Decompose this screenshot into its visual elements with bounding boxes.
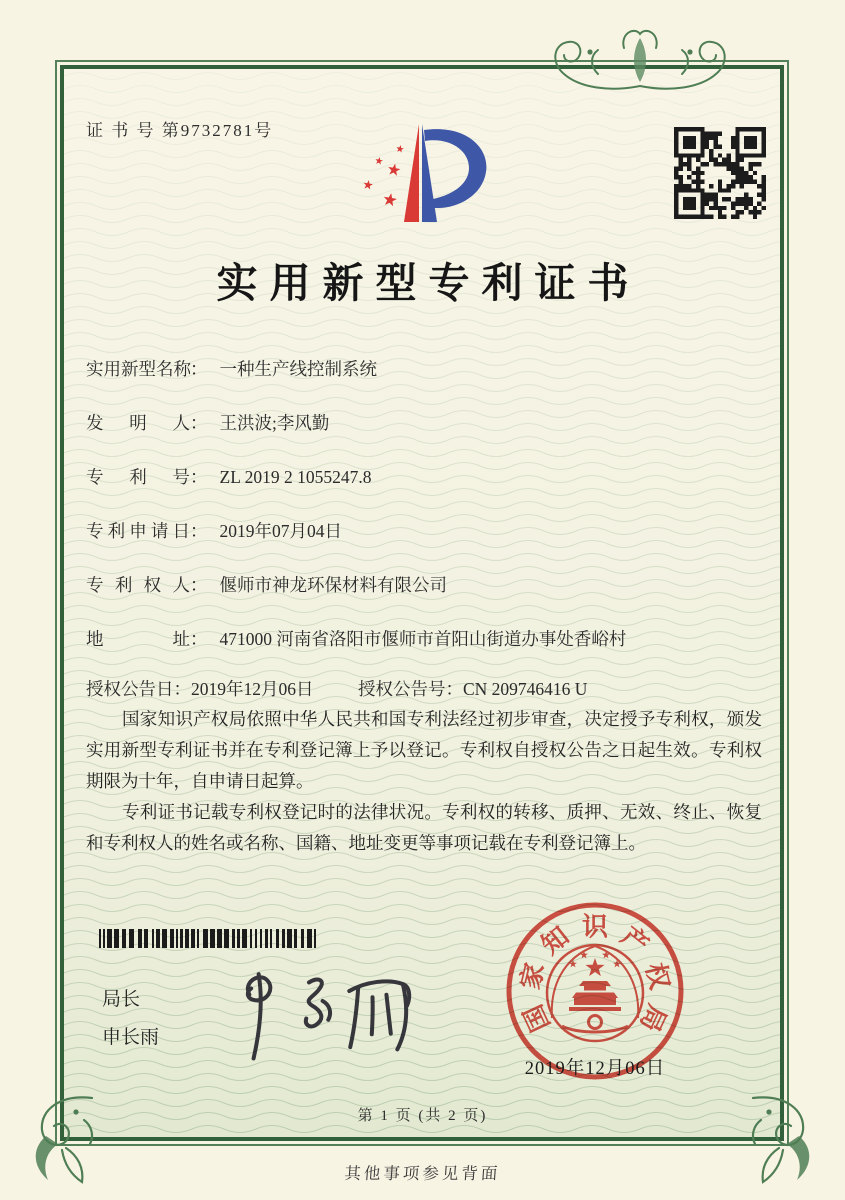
certificate-number: 证 书 号 第9732781号 — [86, 121, 274, 140]
field-colon: ： — [190, 629, 208, 649]
page-number: 第 1 页 (共 2 页) — [357, 1108, 488, 1124]
top-flourish-ornament-icon — [520, 22, 760, 102]
svg-text:权: 权 — [640, 960, 675, 993]
field-value: 王洪波;李风勤 — [219, 413, 330, 433]
field-label: 实用新型名称 — [86, 359, 191, 379]
grant-date-value: 2019年12月06日 — [191, 679, 314, 699]
field-colon: ： — [190, 359, 208, 379]
field-colon: ： — [190, 521, 208, 541]
field-row-address — [86, 626, 626, 651]
field-row-patentee — [86, 572, 447, 597]
grant-no-value: CN 209746416 U — [463, 679, 588, 699]
svg-text:家: 家 — [515, 960, 550, 993]
field-label: 专利申请日 — [86, 521, 190, 541]
field-value: ZL 2019 2 1055247.8 — [219, 467, 372, 487]
grant-colon: ： — [173, 679, 191, 699]
back-note: 其他事项参见背面 — [343, 1164, 502, 1183]
svg-text:国: 国 — [518, 1000, 556, 1036]
cnipa-logo-icon — [338, 120, 498, 230]
field-value: 一种生产线控制系统 — [219, 359, 377, 379]
director-title: 局长 — [102, 989, 141, 1010]
field-label: 发明人 — [86, 413, 190, 433]
svg-text:局: 局 — [634, 1000, 672, 1036]
field-label: 专利号 — [86, 467, 190, 487]
field-row-filing-date — [86, 518, 342, 543]
svg-text:识: 识 — [581, 912, 609, 942]
legal-text — [86, 704, 762, 859]
field-colon: ： — [190, 467, 208, 487]
field-row-name — [86, 356, 377, 381]
legal-paragraph-2: 专利证书记载专利权登记时的法律状况。专利权的转移、质押、无效、终止、恢复和专利权人的姓名或名称、国籍、地址变更等事项记载在专利登记簿上。 — [86, 802, 762, 853]
qr-code-icon — [674, 127, 766, 219]
svg-text:产: 产 — [615, 921, 654, 961]
legal-paragraph-1: 国家知识产权局依照中华人民共和国专利法经过初步审查，决定授予专利权，颁发实用新型专利证书并在专利登记簿上予以登记。专利权自授权公告之日起生效。专利权期限为十年，自申请日起算。 — [86, 709, 762, 791]
grant-colon: ： — [445, 679, 463, 699]
field-row-patent-no — [86, 464, 371, 489]
director-name: 申长雨 — [102, 1027, 160, 1048]
grant-row — [86, 676, 776, 701]
field-label: 专利权人 — [86, 575, 190, 595]
field-value: 偃师市神龙环保材料有限公司 — [219, 575, 447, 595]
grant-date-label: 授权公告日 — [86, 679, 174, 699]
handwritten-signature-icon — [220, 957, 424, 1068]
page-title: 实用新型专利证书 — [216, 260, 641, 306]
seal-date: 2019年12月06日 — [524, 1059, 666, 1079]
field-value: 471000 河南省洛阳市偃师市首阳山街道办事处香峪村 — [219, 629, 627, 649]
field-colon: ： — [190, 413, 208, 433]
svg-text:知: 知 — [536, 921, 575, 961]
field-value: 2019年07月04日 — [219, 521, 342, 541]
barcode-icon — [99, 929, 321, 948]
grant-no-label: 授权公告号 — [358, 679, 446, 699]
field-label: 地址 — [86, 629, 190, 649]
field-colon: ： — [190, 575, 208, 595]
field-row-inventors — [86, 410, 329, 435]
